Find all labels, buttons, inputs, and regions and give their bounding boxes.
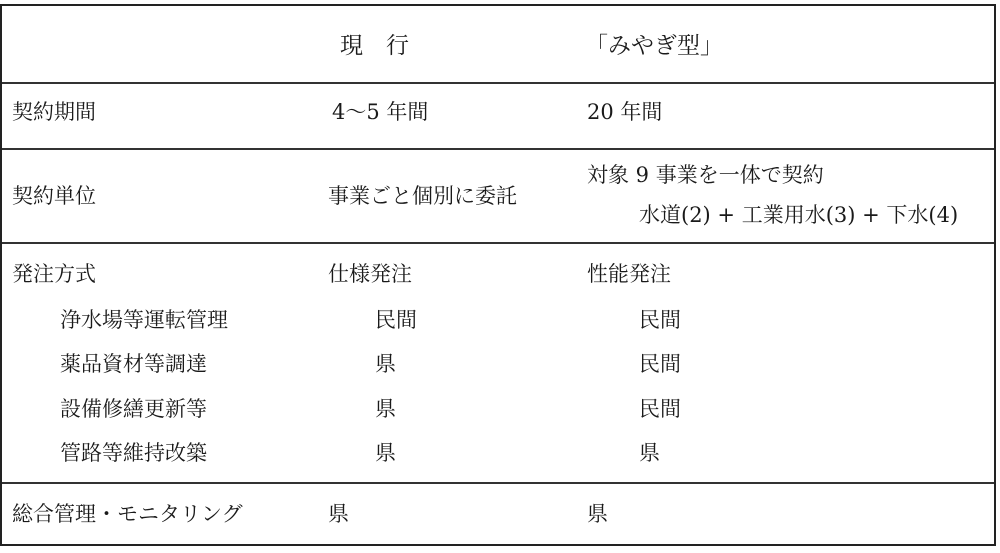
row-label-equipment: 設備修繕更新等 <box>60 397 207 421</box>
row-label-pipes: 管路等維持改築 <box>60 441 207 465</box>
cell-current-period: 4～5 年間 <box>332 100 429 124</box>
row-label-chemicals: 薬品資材等調達 <box>60 352 207 376</box>
cell-miyagi-unit-line2: 水道(2) + 工業用水(3) + 下水(4) <box>639 203 959 227</box>
cell-miyagi-ordering: 性能発注 <box>587 262 671 286</box>
cell-current-ordering: 仕様発注 <box>328 262 412 286</box>
cell-miyagi-pipes: 県 <box>639 441 660 465</box>
row-label-unit: 契約単位 <box>12 184 96 208</box>
cell-miyagi-monitoring: 県 <box>587 502 608 526</box>
cell-miyagi-period: 20 年間 <box>587 100 663 124</box>
row-label-ordering: 発注方式 <box>12 262 96 286</box>
cell-miyagi-plant: 民間 <box>639 308 681 332</box>
cell-miyagi-equipment: 民間 <box>639 397 681 421</box>
row-label-plant: 浄水場等運転管理 <box>60 308 228 332</box>
comparison-table <box>0 4 996 546</box>
divider <box>2 148 994 150</box>
cell-current-unit: 事業ごと個別に委託 <box>328 184 517 208</box>
divider <box>2 82 994 84</box>
cell-miyagi-chemicals: 民間 <box>639 352 681 376</box>
cell-current-pipes: 県 <box>375 441 396 465</box>
row-label-monitoring: 総合管理・モニタリング <box>12 502 243 526</box>
divider <box>2 482 994 484</box>
cell-current-plant: 民間 <box>375 308 417 332</box>
row-label-period: 契約期間 <box>12 100 96 124</box>
cell-current-equipment: 県 <box>375 397 396 421</box>
divider <box>2 242 994 244</box>
cell-current-chemicals: 県 <box>375 352 396 376</box>
header-miyagi: 「みやぎ型」 <box>585 33 723 59</box>
header-current: 現 行 <box>340 33 409 59</box>
cell-miyagi-unit-line1: 対象 9 事業を一体で契約 <box>587 163 824 187</box>
cell-current-monitoring: 県 <box>328 502 349 526</box>
